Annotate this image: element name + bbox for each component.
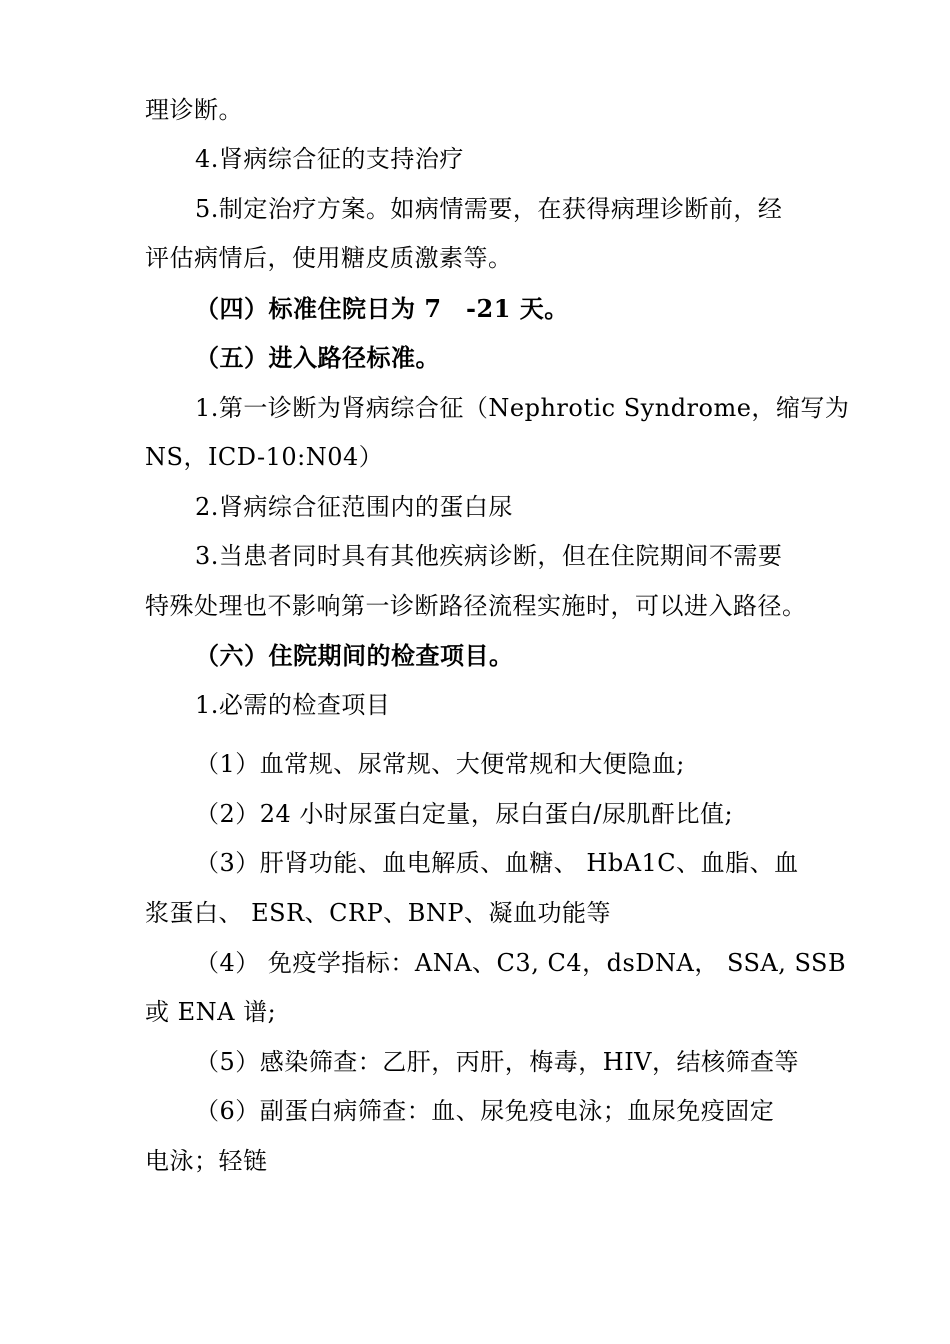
text-line-first-diagnosis-cont: NS，ICD-10:N04） [145, 443, 384, 471]
text-line-supportive-treatment: 4.肾病综合征的支持治疗 [195, 145, 464, 173]
text-line-treatment-plan-cont: 评估病情后，使用糖皮质激素等。 [145, 244, 513, 272]
text-line-pathology-diagnosis: 理诊断。 [145, 96, 243, 124]
text-line-comorbidity-cont: 特殊处理也不影响第一诊断路径流程实施时，可以进入路径。 [145, 592, 807, 620]
list-item-exam-6: （6）副蛋白病筛查：血、尿免疫电泳；血尿免疫固定 [195, 1097, 775, 1125]
list-item-exam-1: （1）血常规、尿常规、大便常规和大便隐血; [195, 750, 685, 778]
list-item-exam-5: （5）感染筛查：乙肝，丙肝，梅毒，HIV，结核筛查等 [195, 1048, 800, 1076]
list-item-exam-3: （3）肝肾功能、血电解质、血糖、 HbA1C、血脂、血 [195, 849, 799, 877]
list-item-exam-4: （4） 免疫学指标：ANA、C3, C4，dsDNA， SSA, SSB [195, 949, 847, 977]
text-line-treatment-plan: 5.制定治疗方案。如病情需要，在获得病理诊断前，经 [195, 195, 783, 223]
text-line-comorbidity: 3.当患者同时具有其他疾病诊断，但在住院期间不需要 [195, 542, 783, 570]
list-item-exam-4-cont: 或 ENA 谱; [145, 998, 277, 1026]
section-heading-hospital-stay: （四）标准住院日为 7 -21 天。 [195, 294, 569, 323]
section-heading-examinations: （六）住院期间的检查项目。 [195, 641, 514, 670]
text-line-required-exams: 1.必需的检查项目 [195, 691, 391, 719]
list-item-exam-3-cont: 浆蛋白、 ESR、CRP、BNP、凝血功能等 [145, 899, 612, 927]
section-heading-pathway-criteria: （五）进入路径标准。 [195, 343, 440, 372]
text-line-first-diagnosis: 1.第一诊断为肾病综合征（Nephrotic Syndrome，缩写为 [195, 394, 850, 422]
list-item-exam-6-cont: 电泳；轻链 [145, 1147, 268, 1175]
list-item-exam-2: （2）24 小时尿蛋白定量，尿白蛋白/尿肌酐比值; [195, 800, 734, 828]
text-line-proteinuria: 2.肾病综合征范围内的蛋白尿 [195, 493, 513, 521]
